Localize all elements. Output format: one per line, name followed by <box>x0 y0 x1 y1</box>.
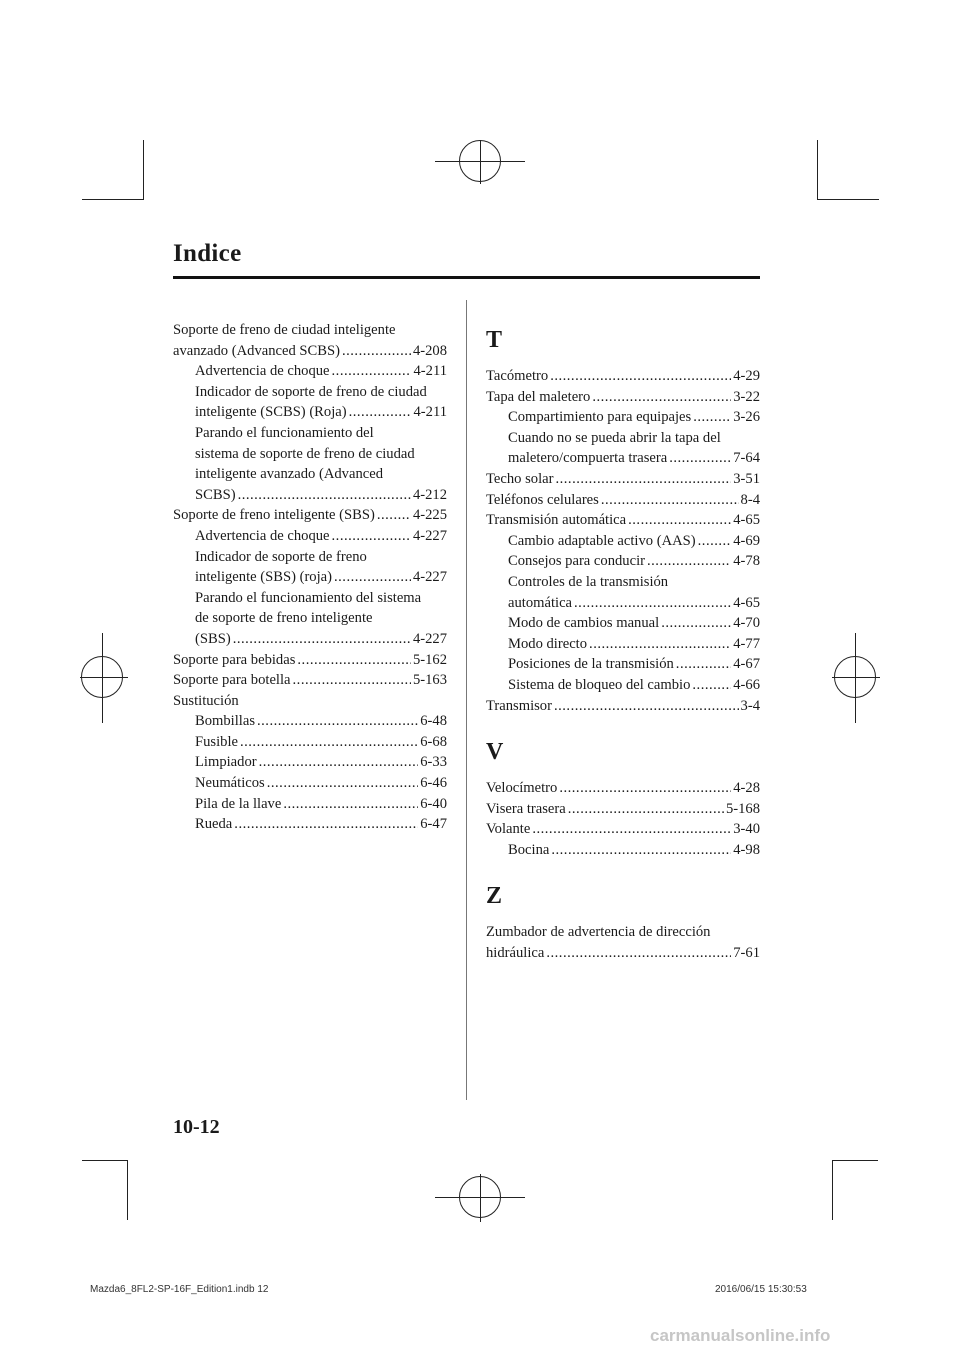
index-subentry <box>486 675 760 696</box>
index-page-ref: 4-78 <box>733 553 760 570</box>
index-page-ref: 7-61 <box>733 945 760 962</box>
index-page-ref: 7-64 <box>733 450 760 467</box>
index-subentry <box>173 423 447 505</box>
index-line <box>195 423 447 444</box>
index-term: inteligente (SCBS) (Roja) <box>195 404 347 421</box>
index-subentry <box>173 814 447 835</box>
dot-leader <box>574 593 731 614</box>
index-term: Zumbador de advertencia de dirección <box>486 924 711 941</box>
index-subentry <box>173 773 447 794</box>
index-line <box>486 799 760 820</box>
index-line <box>486 469 760 490</box>
index-page-ref: 3-51 <box>733 470 760 487</box>
index-line <box>508 634 760 655</box>
index-line <box>486 366 760 387</box>
index-page-ref: 4-211 <box>413 363 447 380</box>
index-term: Consejos para conducir <box>508 553 645 570</box>
section-letter: V <box>486 739 504 766</box>
dot-leader <box>240 732 418 753</box>
index-page-ref: 3-22 <box>733 388 760 405</box>
index-term: Visera trasera <box>486 800 566 817</box>
dot-leader <box>297 650 411 671</box>
index-column-right <box>486 320 760 964</box>
dot-leader <box>332 526 411 547</box>
dot-leader <box>628 510 731 531</box>
index-subentry <box>486 613 760 634</box>
index-line <box>486 387 760 408</box>
index-line <box>173 670 447 691</box>
index-term: Indicador de soporte de freno de ciudad <box>195 383 427 400</box>
index-entry <box>486 490 760 511</box>
index-term: Volante <box>486 821 531 838</box>
index-line <box>486 943 760 964</box>
dot-leader <box>554 696 739 717</box>
index-page-ref: 4-29 <box>733 368 760 384</box>
section-letter: T <box>486 327 503 353</box>
dot-leader <box>532 819 731 840</box>
index-line <box>486 696 760 717</box>
dot-leader <box>267 773 419 794</box>
dot-leader <box>551 840 731 861</box>
index-term: de soporte de freno inteligente <box>195 610 373 627</box>
index-subentry <box>173 526 447 547</box>
index-term: Teléfonos celulares <box>486 491 599 508</box>
index-term: Pila de la llave <box>195 795 282 812</box>
index-line <box>508 551 760 572</box>
index-line <box>195 629 447 650</box>
index-line <box>173 691 447 712</box>
dot-leader <box>661 613 731 634</box>
index-page-ref: 3-40 <box>733 821 760 838</box>
index-entry <box>173 320 447 361</box>
index-term: Soporte para botella <box>173 672 291 689</box>
index-entry <box>486 922 760 963</box>
index-page-ref: 3-4 <box>740 697 760 714</box>
index-subentry <box>173 361 447 382</box>
index-term: Advertencia de choque <box>195 363 330 380</box>
index-line <box>508 448 760 469</box>
index-line <box>508 593 760 614</box>
page-number: 10-12 <box>173 1116 220 1138</box>
index-term: Soporte de freno de ciudad inteligente <box>173 322 396 338</box>
index-entry <box>173 691 447 712</box>
dot-leader <box>332 361 412 382</box>
index-page-ref: 4-66 <box>733 676 760 693</box>
index-term: Cuando no se pueda abrir la tapa del <box>508 429 721 446</box>
index-entry <box>486 366 760 387</box>
index-term: hidráulica <box>486 945 545 962</box>
index-line <box>195 608 447 629</box>
dot-leader <box>349 402 412 423</box>
index-term: avanzado (Advanced SCBS) <box>173 342 340 359</box>
index-line <box>173 341 447 362</box>
dot-leader <box>259 752 419 773</box>
index-page-ref: 4-227 <box>412 630 447 647</box>
index-term: Modo directo <box>508 635 588 652</box>
index-term: inteligente (SBS) (roja) <box>195 569 332 586</box>
dot-leader <box>550 366 731 387</box>
watermark: carmanualsonline.info <box>650 1326 831 1345</box>
index-term: Compartimiento para equipajes <box>508 409 692 426</box>
index-subentry <box>486 407 760 428</box>
index-line <box>195 773 447 794</box>
page-title: Indice <box>173 240 242 267</box>
index-term: Velocímetro <box>486 780 558 797</box>
dot-leader <box>601 490 739 511</box>
index-line <box>195 588 447 609</box>
index-term: Parando el funcionamiento del sistema <box>195 589 422 606</box>
index-term: Sistema de bloqueo del cambio <box>508 676 691 693</box>
index-page-ref: 4-225 <box>412 507 447 524</box>
column-divider <box>466 300 467 1100</box>
index-column-left <box>173 320 447 835</box>
index-page-ref: 4-67 <box>733 656 760 673</box>
dot-leader <box>647 551 731 572</box>
index-subentry <box>173 711 447 732</box>
index-subentry <box>486 551 760 572</box>
index-page-ref: 4-211 <box>413 404 447 421</box>
index-line <box>486 922 760 943</box>
index-term: Transmisión automática <box>486 512 627 529</box>
index-term: Soporte de freno inteligente (SBS) <box>173 507 375 524</box>
dot-leader <box>546 943 731 964</box>
index-entry <box>173 505 447 526</box>
index-page-ref: 4-208 <box>412 342 447 359</box>
index-entry <box>173 670 447 691</box>
index-page-ref: 6-48 <box>420 713 447 730</box>
index-line <box>508 407 760 428</box>
print-file-name: Mazda6_8FL2-SP-16F_Edition1.indb 12 <box>90 1284 269 1295</box>
index-term: Sustitución <box>173 692 239 709</box>
index-page-ref: 5-162 <box>412 651 447 668</box>
index-line <box>173 650 447 671</box>
index-subentry <box>173 752 447 773</box>
index-term: Parando el funcionamiento del <box>195 424 374 441</box>
dot-leader <box>233 629 411 650</box>
index-subentry <box>486 840 760 861</box>
index-subentry <box>173 547 447 588</box>
index-entry <box>173 650 447 671</box>
index-line <box>195 567 447 588</box>
index-page-ref: 6-40 <box>420 795 447 812</box>
index-page-ref: 4-98 <box>733 841 760 858</box>
section-letter: Z <box>486 883 503 910</box>
index-term: Limpiador <box>195 754 257 771</box>
dot-leader <box>555 469 731 490</box>
index-line <box>195 464 447 485</box>
dot-leader <box>293 670 411 691</box>
index-line <box>195 732 447 753</box>
index-page-ref: 4-77 <box>733 635 760 652</box>
index-term: SCBS) <box>195 486 236 503</box>
index-term: inteligente avanzado (Advanced <box>195 466 384 483</box>
index-term: Tapa del maletero <box>486 388 591 405</box>
index-page-ref: 4-212 <box>412 486 447 503</box>
index-entry <box>486 819 760 840</box>
index-term: Indicador de soporte de freno <box>195 548 367 565</box>
index-page-ref: 4-227 <box>412 527 447 544</box>
index-page-ref: 5-163 <box>412 672 447 689</box>
index-line <box>486 490 760 511</box>
index-entry <box>486 510 760 531</box>
index-line <box>508 840 760 861</box>
dot-leader <box>238 485 411 506</box>
index-line <box>508 675 760 696</box>
index-page-ref: 4-70 <box>733 615 760 632</box>
index-term: Techo solar <box>486 470 554 487</box>
index-line <box>195 485 447 506</box>
index-subentry <box>486 428 760 469</box>
dot-leader <box>589 634 731 655</box>
index-page-ref: 4-69 <box>733 532 760 549</box>
index-term: Controles de la transmisión <box>508 573 669 590</box>
index-term: Tacómetro <box>486 368 549 384</box>
index-term: automática <box>508 594 573 611</box>
index-page-ref: 6-33 <box>420 754 447 771</box>
dot-leader <box>692 675 731 696</box>
index-term: Rueda <box>195 816 233 833</box>
dot-leader <box>283 794 418 815</box>
index-page-ref: 4-65 <box>733 594 760 611</box>
index-line <box>508 531 760 552</box>
index-term: Fusible <box>195 733 238 750</box>
index-page-ref: 6-47 <box>420 816 447 833</box>
dot-leader <box>698 531 732 552</box>
index-subentry <box>173 794 447 815</box>
index-entry <box>486 469 760 490</box>
dot-leader <box>234 814 418 835</box>
index-line <box>508 613 760 634</box>
index-line <box>508 654 760 675</box>
dot-leader <box>568 799 724 820</box>
index-term: Advertencia de choque <box>195 527 330 544</box>
dot-leader <box>592 387 731 408</box>
index-page-ref: 3-26 <box>733 409 760 426</box>
index-line <box>195 711 447 732</box>
index-entry <box>486 387 760 408</box>
index-line <box>173 505 447 526</box>
dot-leader <box>342 341 411 362</box>
index-line <box>195 361 447 382</box>
index-line <box>195 752 447 773</box>
index-page-ref: 8-4 <box>740 491 760 508</box>
print-timestamp: 2016/06/15 15:30:53 <box>715 1284 807 1295</box>
index-line <box>195 382 447 403</box>
index-line <box>486 778 760 799</box>
dot-leader <box>669 448 731 469</box>
index-line <box>195 402 447 423</box>
index-subentry <box>173 732 447 753</box>
dot-leader <box>676 654 731 675</box>
dot-leader <box>377 505 411 526</box>
index-page-ref: 4-65 <box>733 512 760 529</box>
index-entry <box>486 696 760 717</box>
index-subentry <box>486 634 760 655</box>
index-subentry <box>486 531 760 552</box>
index-line <box>508 572 760 593</box>
dot-leader <box>257 711 418 732</box>
index-line <box>486 819 760 840</box>
dot-leader <box>559 778 731 799</box>
index-term: Neumáticos <box>195 775 265 792</box>
index-page-ref: 4-227 <box>412 569 447 586</box>
index-page-ref: 5-168 <box>725 800 760 817</box>
index-term: Posiciones de la transmisión <box>508 656 674 673</box>
index-line <box>195 547 447 568</box>
index-term: Soporte para bebidas <box>173 651 296 668</box>
index-entry <box>486 778 760 799</box>
index-line <box>486 510 760 531</box>
index-line <box>195 526 447 547</box>
index-term: maletero/compuerta trasera <box>508 450 668 467</box>
dot-leader <box>334 567 411 588</box>
index-term: sistema de soporte de freno de ciudad <box>195 445 415 462</box>
index-term: Transmisor <box>486 697 552 714</box>
index-term: Modo de cambios manual <box>508 615 660 632</box>
index-subentry <box>173 588 447 650</box>
index-term: Bombillas <box>195 713 255 730</box>
index-subentry <box>486 572 760 613</box>
heading-rule <box>173 276 760 279</box>
index-page-ref: 6-68 <box>420 733 447 750</box>
index-line <box>195 444 447 465</box>
index-subentry <box>486 654 760 675</box>
index-line <box>195 814 447 835</box>
index-line <box>173 320 447 341</box>
index-page-ref: 6-46 <box>420 775 447 792</box>
index-term: (SBS) <box>195 630 231 647</box>
dot-leader <box>693 407 731 428</box>
index-subentry <box>173 382 447 423</box>
index-entry <box>486 799 760 820</box>
index-line <box>195 794 447 815</box>
index-term: Bocina <box>508 841 550 858</box>
index-page-ref: 4-28 <box>733 780 760 797</box>
index-line <box>508 428 760 449</box>
index-term: Cambio adaptable activo (AAS) <box>508 532 696 549</box>
